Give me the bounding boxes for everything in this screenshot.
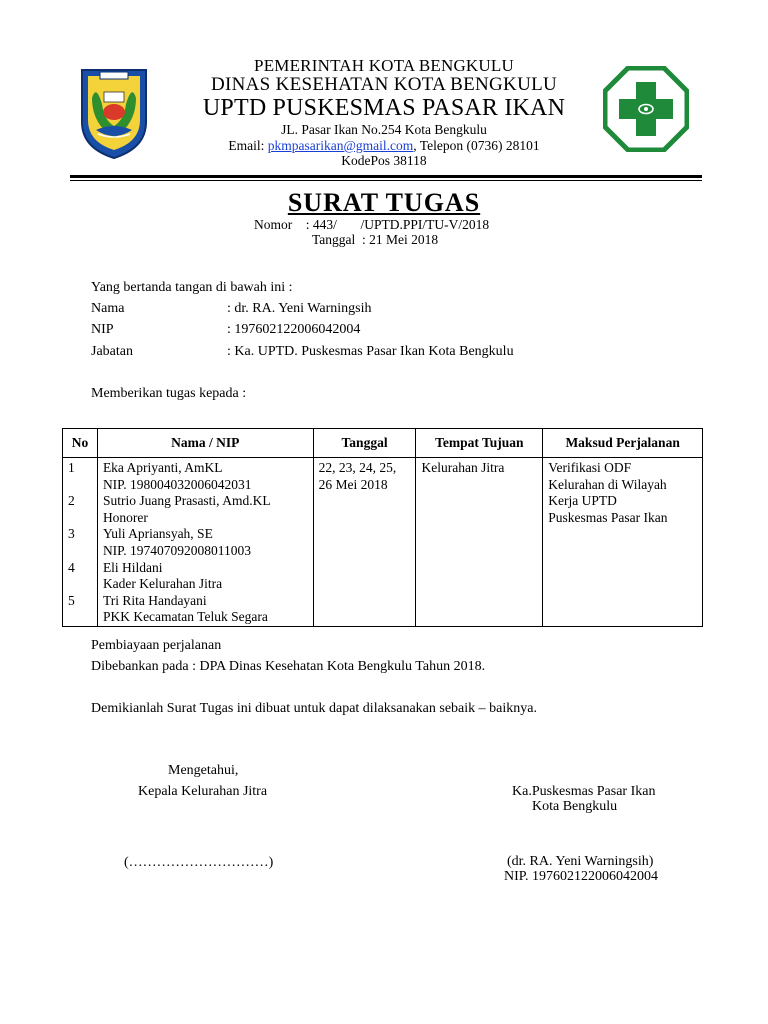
table-row bbox=[63, 609, 703, 626]
col-header-nama: Nama / NIP bbox=[97, 429, 313, 458]
field-value-nama: : dr. RA. Yeni Warningsih bbox=[227, 301, 372, 316]
cell-maksud bbox=[543, 609, 703, 626]
cell-nama: NIP. 198004032006042031 bbox=[97, 477, 313, 494]
cell-nama: Tri Rita Handayani bbox=[97, 593, 313, 610]
puskesmas-logo bbox=[603, 66, 689, 152]
cell-tanggal bbox=[313, 493, 416, 510]
right-sign-role: Ka.Puskesmas Pasar Ikan bbox=[512, 784, 656, 799]
cell-no: 4 bbox=[63, 560, 98, 577]
right-sign-role-city: Kota Bengkulu bbox=[532, 799, 618, 814]
email-link[interactable]: pkmpasarikan@gmail.com bbox=[267, 138, 414, 153]
cell-tempat bbox=[416, 609, 543, 626]
cell-tanggal bbox=[313, 543, 416, 560]
cell-tanggal bbox=[313, 593, 416, 610]
cell-no: 3 bbox=[63, 526, 98, 543]
left-sign-role: Kepala Kelurahan Jitra bbox=[138, 784, 268, 799]
col-header-maksud: Maksud Perjalanan bbox=[543, 429, 703, 458]
cell-no bbox=[63, 576, 98, 593]
cell-tanggal bbox=[313, 526, 416, 543]
city-emblem-logo bbox=[74, 64, 154, 160]
table-row bbox=[63, 526, 703, 543]
cell-tanggal bbox=[313, 560, 416, 577]
cell-no bbox=[63, 543, 98, 560]
letter-title: SURAT TUGAS bbox=[287, 188, 481, 217]
header-divider-thin bbox=[70, 180, 702, 181]
assignment-table bbox=[62, 428, 703, 627]
table-row bbox=[63, 560, 703, 577]
table-row bbox=[63, 493, 703, 510]
table-row bbox=[63, 543, 703, 560]
cell-nama: Honorer bbox=[97, 510, 313, 527]
cell-nama: Kader Kelurahan Jitra bbox=[97, 576, 313, 593]
cell-maksud bbox=[543, 593, 703, 610]
cell-maksud bbox=[543, 560, 703, 577]
cell-no bbox=[63, 510, 98, 527]
cell-nama: Eka Apriyanti, AmKL bbox=[97, 458, 313, 477]
city-emblem-icon bbox=[74, 64, 154, 160]
field-label-jabatan: Jabatan bbox=[91, 344, 133, 359]
funding-source: Dibebankan pada : DPA Dinas Kesehatan Kota Bengkulu Tahun 2018. bbox=[91, 659, 486, 674]
cell-tempat bbox=[416, 526, 543, 543]
col-header-tanggal: Tanggal bbox=[313, 429, 416, 458]
table-row bbox=[63, 510, 703, 527]
cell-maksud bbox=[543, 576, 703, 593]
email-label: Email: bbox=[228, 138, 268, 153]
cell-tempat bbox=[416, 493, 543, 510]
cell-no bbox=[63, 477, 98, 494]
cell-tanggal bbox=[313, 576, 416, 593]
header-contact bbox=[160, 138, 608, 154]
cell-nama: NIP. 197407092008011003 bbox=[97, 543, 313, 560]
assign-text: Memberikan tugas kepada : bbox=[91, 386, 247, 401]
puskesmas-cross-icon bbox=[603, 66, 689, 152]
cell-no: 2 bbox=[63, 493, 98, 510]
cell-tanggal bbox=[313, 510, 416, 527]
header-unit: UPTD PUSKESMAS PASAR IKAN bbox=[202, 95, 566, 121]
table-header-row bbox=[63, 429, 703, 458]
cell-tanggal bbox=[313, 609, 416, 626]
closing-statement: Demikianlah Surat Tugas ini dibuat untuk dapat dilaksanakan sebaik – baiknya. bbox=[91, 701, 537, 716]
field-label-nip: NIP bbox=[91, 322, 114, 337]
left-sign-heading: Mengetahui, bbox=[168, 763, 239, 778]
header-government: PEMERINTAH KOTA BENGKULU bbox=[254, 56, 514, 75]
intro-text: Yang bertanda tangan di bawah ini : bbox=[91, 280, 293, 295]
letter-number: Nomor : 443/ /UPTD.PPI/TU-V/2018 bbox=[254, 217, 490, 232]
col-header-no: No bbox=[63, 429, 98, 458]
header-postcode: KodePos 38118 bbox=[341, 153, 427, 168]
cell-tempat bbox=[416, 543, 543, 560]
right-sign-name: (dr. RA. Yeni Warningsih) bbox=[507, 854, 654, 869]
cell-nama: PKK Kecamatan Teluk Segara bbox=[97, 609, 313, 626]
cell-tempat bbox=[416, 510, 543, 527]
cell-tempat bbox=[416, 560, 543, 577]
cell-tanggal: 22, 23, 24, 25, bbox=[313, 458, 416, 477]
cell-maksud bbox=[543, 543, 703, 560]
field-value-jabatan: : Ka. UPTD. Puskesmas Pasar Ikan Kota Bengkulu bbox=[227, 344, 514, 359]
cell-maksud: Kelurahan di Wilayah bbox=[543, 477, 703, 494]
header-divider-thick bbox=[70, 175, 702, 178]
table-row bbox=[63, 477, 703, 494]
cell-tempat bbox=[416, 477, 543, 494]
funding-heading: Pembiayaan perjalanan bbox=[91, 638, 222, 653]
cell-nama: Yuli Apriansyah, SE bbox=[97, 526, 313, 543]
field-value-nip: : 197602122006042004 bbox=[227, 322, 361, 337]
table-row bbox=[63, 593, 703, 610]
cell-no: 5 bbox=[63, 593, 98, 610]
cell-nama: Eli Hildani bbox=[97, 560, 313, 577]
header-address: JL. Pasar Ikan No.254 Kota Bengkulu bbox=[281, 122, 487, 137]
right-sign-nip: NIP. 197602122006042004 bbox=[504, 869, 659, 884]
cell-tempat: Kelurahan Jitra bbox=[416, 458, 543, 477]
cell-tempat bbox=[416, 593, 543, 610]
left-sign-name: (…………………………) bbox=[124, 855, 274, 870]
cell-tempat bbox=[416, 576, 543, 593]
cell-maksud: Verifikasi ODF bbox=[543, 458, 703, 477]
cell-maksud bbox=[543, 526, 703, 543]
col-header-tempat: Tempat Tujuan bbox=[416, 429, 543, 458]
letter-date: Tanggal : 21 Mei 2018 bbox=[312, 232, 439, 247]
table-row bbox=[63, 576, 703, 593]
cell-no bbox=[63, 609, 98, 626]
header-agency: DINAS KESEHATAN KOTA BENGKULU bbox=[210, 74, 558, 95]
table-row bbox=[63, 458, 703, 477]
cell-no: 1 bbox=[63, 458, 98, 477]
cell-nama: Sutrio Juang Prasasti, Amd.KL bbox=[97, 493, 313, 510]
cell-tanggal: 26 Mei 2018 bbox=[313, 477, 416, 494]
cell-maksud: Kerja UPTD bbox=[543, 493, 703, 510]
cell-maksud: Puskesmas Pasar Ikan bbox=[543, 510, 703, 527]
phone-text: , Telepon (0736) 28101 bbox=[413, 138, 540, 153]
field-label-nama: Nama bbox=[91, 301, 125, 316]
